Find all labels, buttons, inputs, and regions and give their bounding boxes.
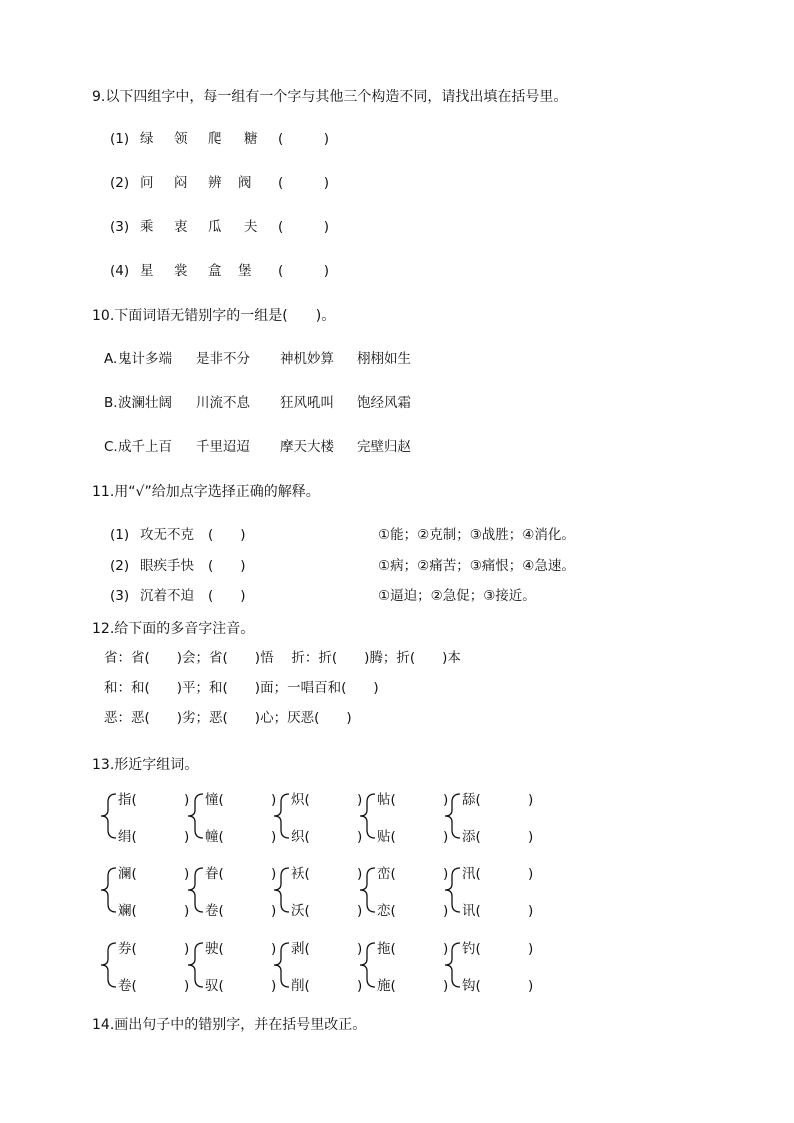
q9-item-3-char-1: 乘	[140, 219, 154, 235]
q10-option-b-word-4: 饱经风霜	[357, 395, 411, 411]
q12-line-2[interactable]: 和：和( )平；和( )面；一唱百和( )	[104, 680, 379, 696]
q9-item-4-char-1: 星	[140, 263, 154, 279]
brace-icon	[98, 792, 120, 840]
q13-group-3-bottom[interactable]: 织(	[291, 829, 310, 845]
q11-item-3-text: 沉着不迫	[140, 588, 194, 604]
q9-item-4-char-4: 堡	[238, 263, 252, 279]
q13-group-5-bottom-close: )	[528, 829, 534, 845]
q10-option-c-letter: C.	[104, 439, 118, 455]
q13-group-14-top-close: )	[443, 941, 449, 957]
q12-line-3[interactable]: 恶：恶( )劣；恶( )心；厌恶( )	[104, 710, 352, 726]
q13-group-6-bottom-close: )	[184, 903, 190, 919]
question-14-title: 14.画出句子中的错别字，并在括号里改正。	[92, 1017, 367, 1033]
q9-item-1-char-1: 绿	[140, 131, 154, 147]
q13-group-8-bottom-close: )	[357, 903, 363, 919]
brace-icon	[185, 941, 207, 989]
q13-group-7-top[interactable]: 眷(	[205, 866, 224, 882]
q11-item-3-choices: ①逼迫；②急促；③接近。	[378, 588, 536, 604]
q9-item-2-char-2: 闷	[174, 175, 188, 191]
q13-group-14-top[interactable]: 拖(	[377, 941, 396, 957]
q13-group-10-bottom[interactable]: 讯(	[462, 903, 481, 919]
q10-option-b-word-1: 波澜壮阔	[118, 395, 172, 411]
q13-group-6-top[interactable]: 澜(	[118, 866, 137, 882]
q13-group-11-top-close: )	[184, 941, 190, 957]
q9-item-4-blank[interactable]: ( )	[278, 263, 330, 279]
q13-group-10-bottom-close: )	[528, 903, 534, 919]
q9-item-3-char-3: 瓜	[208, 219, 222, 235]
q11-item-1-label: (1)	[110, 527, 130, 543]
q9-item-4-char-3: 盒	[208, 263, 222, 279]
q9-item-1-blank[interactable]: ( )	[278, 131, 330, 147]
q13-group-3-bottom-close: )	[357, 829, 363, 845]
q13-group-10-top-close: )	[528, 866, 534, 882]
q13-group-3-top[interactable]: 炽(	[291, 792, 310, 808]
q9-item-3-char-4: 夫	[244, 219, 258, 235]
q10-option-c-word-1: 成千上百	[118, 439, 172, 455]
q9-item-2-char-3: 辨	[208, 175, 222, 191]
brace-icon	[98, 941, 120, 989]
brace-icon	[357, 866, 379, 914]
q9-item-4-label: (4)	[110, 263, 130, 279]
brace-icon	[185, 792, 207, 840]
q10-option-c-word-2: 千里迢迢	[196, 439, 250, 455]
q10-option-a-letter: A.	[104, 351, 118, 367]
q13-group-2-top[interactable]: 憧(	[205, 792, 224, 808]
question-10-title: 10.下面词语无错别字的一组是( )。	[92, 308, 336, 324]
q13-group-13-top[interactable]: 剥(	[291, 941, 310, 957]
q10-option-a-word-3: 神机妙算	[280, 351, 334, 367]
brace-icon	[271, 866, 293, 914]
q13-group-13-bottom-close: )	[357, 978, 363, 994]
q13-group-6-bottom[interactable]: 斓(	[118, 903, 137, 919]
q13-group-2-bottom-close: )	[271, 829, 277, 845]
brace-icon	[357, 941, 379, 989]
q13-group-12-bottom-close: )	[271, 978, 277, 994]
q9-item-1-char-3: 爬	[208, 131, 222, 147]
q13-group-9-top[interactable]: 峦(	[377, 866, 396, 882]
q13-group-10-top[interactable]: 汛(	[462, 866, 481, 882]
q10-option-a-word-4: 栩栩如生	[357, 351, 411, 367]
question-9-title: 9.以下四组字中，每一组有一个字与其他三个构造不同，请找出填在括号里。	[92, 89, 568, 105]
q10-option-c-word-3: 摩天大楼	[280, 439, 334, 455]
q13-group-1-top-close: )	[184, 792, 190, 808]
q13-group-14-bottom[interactable]: 施(	[377, 978, 396, 994]
q13-group-11-bottom-close: )	[184, 978, 190, 994]
q13-group-1-top[interactable]: 指(	[118, 792, 137, 808]
q13-group-8-top[interactable]: 袄(	[291, 866, 310, 882]
q9-item-3-char-2: 衷	[174, 219, 188, 235]
q12-line-1[interactable]: 省：省( )会；省( )悟 折：折( )腾；折( )本	[104, 650, 461, 666]
q13-group-15-top[interactable]: 钓(	[462, 941, 481, 957]
q11-item-2-blank[interactable]: ( )	[208, 558, 246, 574]
q13-group-7-bottom[interactable]: 卷(	[205, 903, 224, 919]
brace-icon	[442, 792, 464, 840]
q13-group-12-top[interactable]: 驶(	[205, 941, 224, 957]
q9-item-2-blank[interactable]: ( )	[278, 175, 330, 191]
q13-group-6-top-close: )	[184, 866, 190, 882]
q13-group-12-top-close: )	[271, 941, 277, 957]
q10-option-b-word-2: 川流不息	[196, 395, 250, 411]
q13-group-9-bottom[interactable]: 恋(	[377, 903, 396, 919]
q13-group-4-bottom[interactable]: 贴(	[377, 829, 396, 845]
q13-group-4-bottom-close: )	[443, 829, 449, 845]
q11-item-1-choices: ①能；②克制；③战胜；④消化。	[378, 527, 575, 543]
q13-group-7-top-close: )	[271, 866, 277, 882]
q13-group-3-top-close: )	[357, 792, 363, 808]
brace-icon	[442, 866, 464, 914]
question-12-title: 12.给下面的多音字注音。	[92, 621, 255, 637]
q13-group-4-top[interactable]: 帖(	[377, 792, 396, 808]
q13-group-11-bottom[interactable]: 卷(	[118, 978, 137, 994]
q13-group-1-bottom-close: )	[184, 829, 190, 845]
q9-item-3-blank[interactable]: ( )	[278, 219, 330, 235]
q11-item-1-blank[interactable]: ( )	[208, 527, 246, 543]
brace-icon	[185, 866, 207, 914]
q9-item-2-char-4: 阀	[238, 175, 252, 191]
q13-group-4-top-close: )	[443, 792, 449, 808]
q13-group-2-top-close: )	[271, 792, 277, 808]
q13-group-9-top-close: )	[443, 866, 449, 882]
q9-item-3-label: (3)	[110, 219, 130, 235]
q10-option-a-word-1: 鬼计多端	[118, 351, 172, 367]
q11-item-2-choices: ①病；②痛苦；③痛恨；④急速。	[378, 558, 575, 574]
q11-item-1-text: 攻无不克	[140, 527, 194, 543]
q13-group-14-bottom-close: )	[443, 978, 449, 994]
brace-icon	[271, 792, 293, 840]
q11-item-2-label: (2)	[110, 558, 130, 574]
q11-item-3-blank[interactable]: ( )	[208, 588, 246, 604]
q13-group-13-bottom[interactable]: 削(	[291, 978, 310, 994]
q10-option-a-word-2: 是非不分	[196, 351, 250, 367]
q13-group-8-bottom[interactable]: 沃(	[291, 903, 310, 919]
q13-group-15-bottom-close: )	[528, 978, 534, 994]
brace-icon	[271, 941, 293, 989]
q13-group-13-top-close: )	[357, 941, 363, 957]
q13-group-8-top-close: )	[357, 866, 363, 882]
q9-item-2-label: (2)	[110, 175, 130, 191]
q9-item-1-char-2: 领	[174, 131, 188, 147]
q9-item-1-char-4: 糖	[244, 131, 258, 147]
q13-group-5-top[interactable]: 舔(	[462, 792, 481, 808]
q9-item-1-label: (1)	[110, 131, 130, 147]
q9-item-4-char-2: 裳	[174, 263, 188, 279]
q11-item-3-label: (3)	[110, 588, 130, 604]
brace-icon	[98, 866, 120, 914]
question-11-title: 11.用“√”给加点字选择正确的解释。	[92, 484, 320, 500]
q13-group-15-bottom[interactable]: 钩(	[462, 978, 481, 994]
q10-option-c-word-4: 完壁归赵	[357, 439, 411, 455]
q9-item-2-char-1: 问	[140, 175, 154, 191]
q13-group-5-bottom[interactable]: 添(	[462, 829, 481, 845]
q13-group-12-bottom[interactable]: 驭(	[205, 978, 224, 994]
brace-icon	[442, 941, 464, 989]
q13-group-2-bottom[interactable]: 幢(	[205, 829, 224, 845]
q13-group-15-top-close: )	[528, 941, 534, 957]
q10-option-b-letter: B.	[104, 395, 118, 411]
brace-icon	[357, 792, 379, 840]
q13-group-11-top[interactable]: 券(	[118, 941, 137, 957]
q13-group-9-bottom-close: )	[443, 903, 449, 919]
q11-item-2-text: 眼疾手快	[140, 558, 194, 574]
q13-group-1-bottom[interactable]: 绢(	[118, 829, 137, 845]
q10-option-b-word-3: 狂风吼叫	[280, 395, 334, 411]
question-13-title: 13.形近字组词。	[92, 757, 199, 773]
q13-group-7-bottom-close: )	[271, 903, 277, 919]
q13-group-5-top-close: )	[528, 792, 534, 808]
